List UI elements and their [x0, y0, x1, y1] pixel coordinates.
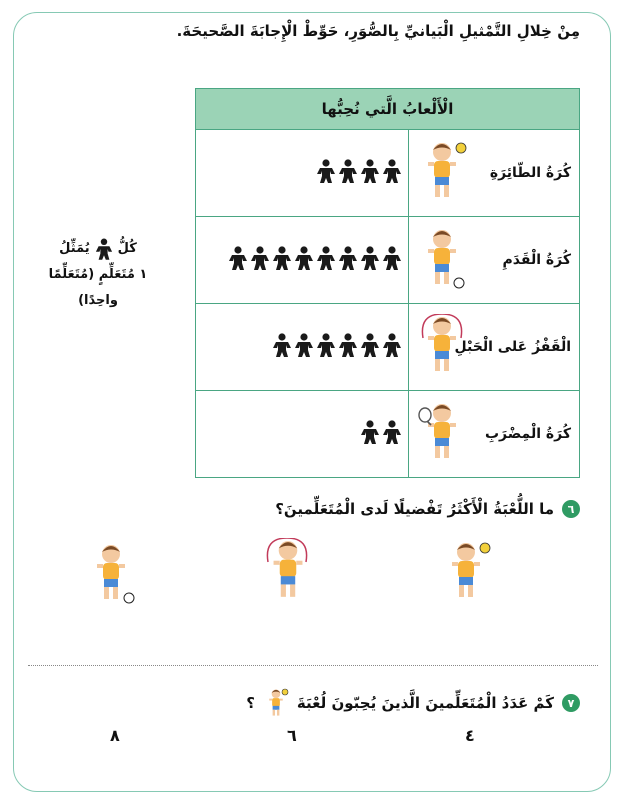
tally-cell: [196, 217, 409, 304]
game-cell: [409, 130, 580, 217]
jump-rope-player-icon[interactable]: [262, 538, 314, 602]
answer-option-8[interactable]: ٨: [110, 726, 120, 745]
game-cell: [409, 391, 580, 478]
person-icon: [272, 246, 292, 270]
question-mark: ؟: [246, 694, 255, 712]
person-icon: [272, 333, 292, 357]
volleyball-player-icon: [263, 688, 289, 718]
instruction-text: مِنْ خِلالِ التَّمْثيلِ الْبَيانيِّ بِالصُّوَرِ، حَوِّطْ الْإِجابَةَ الصَّحيحَةَ.: [176, 22, 580, 40]
answer-option-6[interactable]: ٦: [287, 726, 297, 745]
tally-cell: [196, 304, 409, 391]
table-row: [196, 391, 580, 478]
volleyball-player-icon: [417, 140, 467, 202]
question-7: [246, 688, 580, 718]
person-icon: [294, 246, 314, 270]
volleyball-player-icon[interactable]: [440, 540, 492, 602]
question-number-badge: ٦: [562, 500, 580, 518]
game-label: كُرَةُ الْمِضْرَبِ: [484, 426, 571, 442]
section-divider: [28, 665, 598, 666]
football-player-icon: [417, 227, 467, 289]
person-icon: [382, 420, 402, 444]
question-6-text: ما اللُّعْبَةُ الْأَكْثَرُ تَفْضيلًا لَدى الْمُتَعَلِّمينَ؟: [275, 500, 554, 518]
pictograph-table: [195, 88, 580, 478]
person-icon: [360, 420, 380, 444]
game-label: الْقَفْزُ عَلى الْحَبْلِ: [454, 339, 571, 355]
person-icon: [382, 333, 402, 357]
tennis-player-icon: [417, 401, 467, 463]
jump-rope-player-icon: [417, 314, 467, 376]
person-icon: [338, 333, 358, 357]
table-row: [196, 304, 580, 391]
key-suffix: يُمَثِّلُ: [59, 241, 90, 256]
question-7-text: كَمْ عَدَدُ الْمُتَعَلِّمينَ الَّذينَ يُحِبّونَ لُعْبَةَ: [296, 694, 554, 712]
person-icon: [95, 238, 113, 260]
person-icon: [316, 246, 336, 270]
table-title: الْأَلْعابُ الَّتي نُحِبُّها: [196, 89, 580, 130]
person-icon: [382, 159, 402, 183]
game-cell: [409, 304, 580, 391]
pictograph-key: [28, 236, 168, 314]
person-icon: [360, 333, 380, 357]
person-icon: [316, 159, 336, 183]
game-label: كُرَةُ الْقَدَمِ: [502, 252, 571, 268]
game-cell: [409, 217, 580, 304]
key-value: ١ مُتَعَلِّمٍ (مُتَعَلِّمًا واحِدًا): [48, 267, 148, 308]
person-icon: [250, 246, 270, 270]
football-player-icon[interactable]: [85, 542, 137, 604]
person-icon: [294, 333, 314, 357]
tally-cell: [196, 391, 409, 478]
game-label: كُرَةُ الطّائِرَةِ: [489, 165, 571, 181]
person-icon: [360, 159, 380, 183]
person-icon: [382, 246, 402, 270]
person-icon: [338, 246, 358, 270]
person-icon: [316, 333, 336, 357]
person-icon: [360, 246, 380, 270]
question-6: [275, 500, 580, 518]
tally-cell: [196, 130, 409, 217]
answer-option-4[interactable]: ٤: [465, 726, 475, 745]
table-row: [196, 130, 580, 217]
person-icon: [338, 159, 358, 183]
table-row: [196, 217, 580, 304]
question-number-badge: ٧: [562, 694, 580, 712]
key-prefix: كُلُّ: [117, 241, 137, 256]
person-icon: [228, 246, 248, 270]
